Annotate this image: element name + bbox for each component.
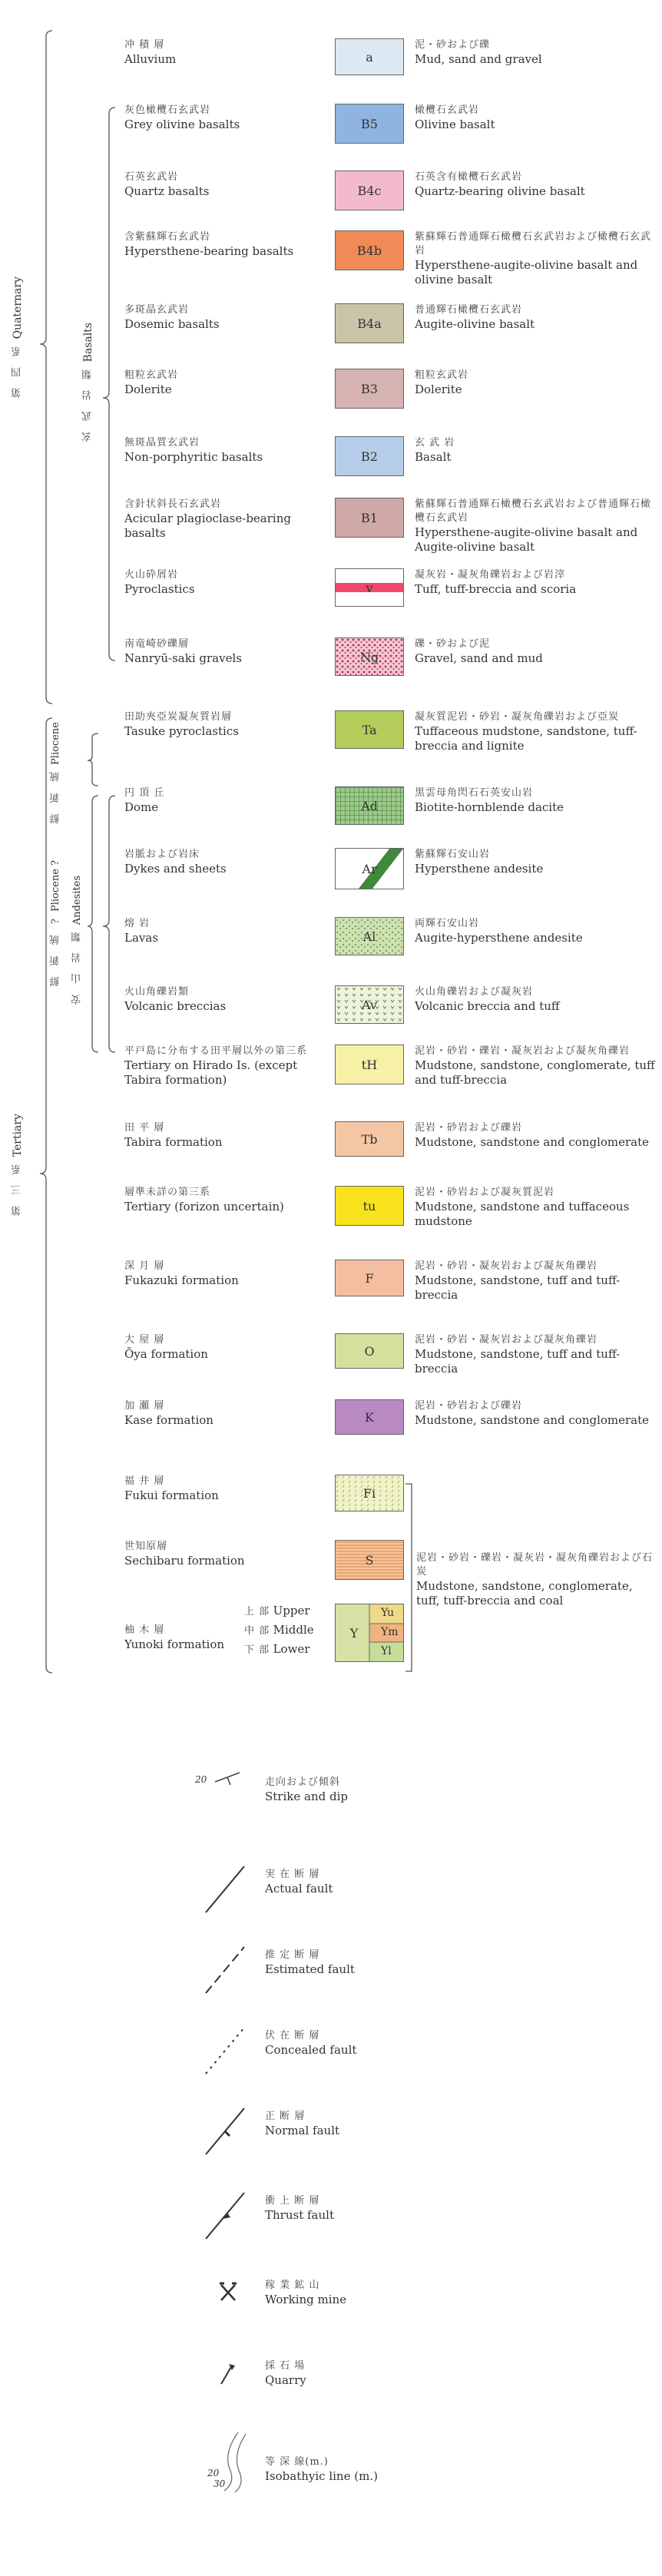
unit-name-en: Ōya formation (124, 1347, 208, 1361)
unit-name-ja: 熔 岩 (124, 918, 151, 929)
group-basalts: 玄 武 岩 類 Basalts (82, 323, 94, 442)
symbol-label: 伏 在 断 層 Concealed fault (265, 2030, 357, 2057)
symbol-label: 稼 業 鉱 山 Working mine (265, 2280, 347, 2306)
unit-swatch (335, 1540, 404, 1580)
unit-description: 泥岩・砂岩・凝灰岩および凝灰角礫岩 Mudstone, sandstone, tuff and tuff-breccia (415, 1334, 621, 1376)
unit-description: 紫蘇輝石普通輝石橄欖石玄武岩および普通輝石橄欖石玄武岩 Hypersthene-augite-olivine basalt and Augite-olivine basalt (415, 498, 652, 554)
unit-name (124, 710, 332, 739)
unit-name-ja: 火山砕屑岩 (124, 569, 179, 581)
unit-name (124, 1260, 332, 1288)
crossed-hammers-icon (184, 2270, 269, 2331)
unit-description: 粗粒玄武岩 Dolerite (415, 369, 469, 396)
unit-name-ja: 無斑晶質玄武岩 (124, 437, 200, 449)
unit-symbol: B5 (361, 116, 378, 131)
unit-swatch (335, 1121, 404, 1157)
unit-description: 凝灰岩・凝灰角礫岩および岩滓 Tuff, tuff-breccia and scoria (415, 569, 577, 596)
unit-name-en: Tasuke pyroclastics (124, 724, 239, 738)
unit-symbol: B4b (356, 243, 382, 258)
unit-name (124, 1045, 332, 1088)
unit-name-en: Acicular plagioclase-bearing basalts (124, 512, 291, 540)
unit-description: 泥岩・砂岩および凝灰質泥岩 Mudstone, sandstone and tuffaceous mudstone (415, 1187, 630, 1228)
unit-name-ja: 田助夾亞炭凝灰質岩層 (124, 711, 233, 723)
unit-name-ja: 南竜崎砂礫層 (124, 638, 190, 650)
unit-name-en: Tertiary (forizon uncertain) (124, 1200, 284, 1214)
unit-name-ja: 柚 木 層 (124, 1624, 165, 1636)
symbol-label: 実 在 断 層 Actual fault (265, 1869, 333, 1896)
unit-name-en: Fukazuki formation (124, 1273, 239, 1287)
estimated-fault-icon (184, 1939, 269, 2001)
unit-description: 普通輝石橄欖石玄武岩 Augite-olivine basalt (415, 304, 535, 331)
unit-name (124, 171, 332, 199)
unit-description: 黒雲母角閃石石英安山岩 Biotite-hornblende dacite (415, 787, 564, 814)
unit-symbol: Ar (362, 861, 377, 876)
unit-name (124, 436, 332, 465)
unit-name (124, 1121, 332, 1150)
symbol-label: 正 断 層 Normal fault (265, 2111, 340, 2137)
unit-name-en: Tertiary on Hirado Is. (except Tabira formation) (124, 1058, 298, 1087)
actual-fault-icon (184, 1859, 269, 1920)
unit-swatch (335, 568, 404, 607)
unit-description: 玄 武 岩 Basalt (415, 437, 455, 464)
unit-name-ja: 円 頂 丘 (124, 787, 165, 799)
unit-swatch (335, 38, 404, 75)
unit-name-en: Dosemic basalts (124, 317, 220, 331)
unit-swatch (335, 369, 404, 409)
unit-description: 紫蘇輝石普通輝石橄欖石玄武岩および橄欖石玄武岩 Hypersthene-augite-olivine basalt and olivine basalt (415, 231, 652, 286)
unit-symbol: B4a (357, 316, 382, 331)
unit-description: 凝灰質泥岩・砂岩・凝灰角礫岩および亞炭 Tuffaceous mudstone, sandstone, tuff-breccia and lignite (415, 711, 637, 753)
shared-description: 泥岩・砂岩・礫岩・凝灰岩・凝灰角礫岩および石炭 Mudstone, sandstone, conglomerate, tuff, tuff-breccia and coal (416, 1552, 654, 1608)
unit-symbol: tu (362, 1198, 376, 1214)
depth-value: 30 (213, 2478, 226, 2489)
unit-description: 泥岩・砂岩・礫岩・凝灰岩および凝灰角礫岩 Mudstone, sandstone, conglomerate, tuff and tuff-breccia (415, 1045, 655, 1087)
unit-name (124, 1333, 332, 1362)
unit-swatch (335, 1260, 404, 1296)
unit-description: 礫・砂および泥 Gravel, sand and mud (415, 638, 543, 665)
unit-swatch (335, 848, 404, 889)
quarry-icon (184, 2350, 269, 2412)
unit-name (124, 1399, 332, 1428)
symbol-label: 採 石 場 Quarry (265, 2360, 306, 2387)
unit-description: 泥岩・砂岩および礫岩 Mudstone, sandstone and conglomerate (415, 1400, 650, 1427)
unit-symbol: Fi (362, 1485, 376, 1501)
unit-name (124, 369, 332, 397)
symbol-label: 走向および傾斜 Strike and dip (265, 1776, 348, 1803)
yunoki-sub-label: 下 部 Lower (244, 1642, 310, 1656)
unit-name (124, 1475, 332, 1503)
unit-symbol: S (365, 1552, 374, 1568)
unit-name-ja: 含紫蘇輝石玄武岩 (124, 231, 211, 243)
unit-name-en: Yunoki formation (124, 1637, 225, 1651)
unit-name-en: Kase formation (124, 1413, 213, 1427)
group-pliocene-q: 鮮 新 統 ? Pliocene ? (50, 860, 61, 987)
unit-name-ja: 福 井 層 (124, 1475, 165, 1487)
unit-name (124, 848, 332, 876)
unit-name-en: Fukui formation (124, 1488, 219, 1502)
unit-description: 紫蘇輝石安山岩 Hypersthene andesite (415, 849, 544, 876)
unit-name-ja: 田 平 層 (124, 1122, 165, 1134)
concealed-fault-icon (184, 2020, 269, 2081)
unit-name-ja: 灰色橄欖石玄武岩 (124, 104, 211, 116)
unit-symbol: B3 (361, 381, 378, 396)
unit-symbol: F (365, 1270, 374, 1286)
group-pliocene: 鮮 新 統 Pliocene (50, 722, 61, 824)
unit-name-ja: 世知原層 (124, 1541, 168, 1552)
unit-name-en: Grey olivine basalts (124, 118, 240, 131)
unit-name-en: Tabira formation (124, 1135, 223, 1149)
unit-symbol: a (366, 49, 373, 65)
unit-name-ja: 層準未詳の第三系 (124, 1187, 211, 1198)
unit-swatch (335, 1045, 404, 1084)
isobath-icon (184, 2431, 269, 2492)
unit-name (124, 104, 332, 132)
unit-swatch (335, 104, 404, 144)
unit-symbol: O (364, 1343, 375, 1359)
unit-swatch (335, 1475, 404, 1511)
unit-name (124, 38, 332, 67)
unit-name (124, 917, 332, 945)
group-andesites: 安 山 岩 類 Andesites (71, 876, 83, 1005)
unit-name-ja: 石英玄武岩 (124, 171, 179, 183)
unit-description: 石英含有橄欖石玄武岩 Quartz-bearing olivine basalt (415, 171, 585, 198)
unit-name-en: Alluvium (124, 52, 177, 66)
unit-symbol: Ng (359, 649, 379, 664)
unit-name-en: Hypersthene-bearing basalts (124, 244, 294, 258)
unit-name-en: Volcanic breccias (124, 999, 227, 1013)
unit-name-en: Non-porphyritic basalts (124, 450, 263, 464)
unit-name-en: Nanryū-saki gravels (124, 651, 242, 665)
unit-name-ja: 火山角礫岩類 (124, 986, 190, 998)
unit-symbol: B1 (361, 510, 378, 525)
unit-swatch (335, 436, 404, 476)
unit-symbol: B2 (361, 449, 378, 464)
unit-symbol: Ad (361, 798, 378, 813)
symbol-label: 推 定 断 層 Estimated fault (265, 1949, 355, 1976)
yunoki-sub-label: 中 部 Middle (244, 1623, 314, 1637)
unit-name-ja: 加 瀬 層 (124, 1400, 165, 1412)
unit-symbol: B4c (357, 183, 382, 198)
unit-name-en: Dolerite (124, 382, 172, 396)
unit-name-ja: 多斑晶玄武岩 (124, 304, 190, 316)
group-tertiary: 第 三 系 Tertiary (12, 1114, 24, 1216)
unit-description: 橄欖石玄武岩 Olivine basalt (415, 104, 495, 131)
unit-name-en: Dykes and sheets (124, 862, 227, 876)
symbol-label: 衝 上 断 層 Thrust fault (265, 2195, 334, 2222)
unit-name (124, 498, 332, 541)
unit-swatch (335, 786, 404, 825)
unit-swatch (335, 637, 404, 676)
unit-name (124, 1186, 332, 1214)
unit-name-ja: 大 屋 層 (124, 1334, 165, 1346)
unit-swatch (335, 985, 404, 1024)
thrust-fault-icon (184, 2185, 269, 2247)
unit-symbol: K (365, 1409, 374, 1425)
unit-symbol: Tb (361, 1131, 378, 1147)
unit-swatch (335, 710, 404, 749)
unit-swatch (335, 1333, 404, 1369)
unit-symbol: Al (362, 929, 376, 944)
unit-name-ja: 岩脈および岩床 (124, 849, 200, 860)
unit-name-en: Dome (124, 800, 159, 814)
unit-name (124, 1540, 332, 1568)
unit-description: 泥・砂および礫 Mud, sand and gravel (415, 39, 542, 66)
unit-description: 泥岩・砂岩・凝灰岩および凝灰角礫岩 Mudstone, sandstone, tuff and tuff-breccia (415, 1260, 621, 1302)
unit-name-ja: 冲 積 層 (124, 39, 165, 51)
unit-name (124, 230, 332, 259)
unit-name (124, 637, 332, 666)
yunoki-sub-symbol: Yu (381, 1607, 395, 1619)
unit-name-ja: 深 月 層 (124, 1260, 165, 1272)
unit-name (124, 568, 332, 597)
unit-name-en: Quartz basalts (124, 184, 210, 198)
unit-name-ja: 含針状斜長石玄武岩 (124, 498, 222, 510)
unit-name-en: Pyroclastics (124, 582, 195, 596)
unit-name-ja: 粗粒玄武岩 (124, 369, 179, 381)
unit-name-ja: 平戸島に分布する田平層以外の第三系 (124, 1045, 308, 1057)
unit-name-en: Sechibaru formation (124, 1554, 245, 1568)
unit-swatch (335, 498, 404, 538)
unit-symbol: v (366, 580, 373, 595)
unit-symbol: Y (349, 1625, 359, 1641)
dip-value: 20 (195, 1774, 207, 1785)
group-quaternary: 第 四 系 Quaternary (12, 276, 24, 399)
unit-name-en: Lavas (124, 931, 159, 945)
unit-swatch (335, 1399, 404, 1435)
unit-swatch (335, 303, 404, 343)
yunoki-sub-label: 上 部 Upper (244, 1604, 310, 1617)
unit-name (124, 985, 332, 1014)
unit-description: 泥岩・砂岩および礫岩 Mudstone, sandstone and conglomerate (415, 1122, 650, 1149)
unit-symbol: Av (362, 997, 377, 1012)
unit-description: 火山角礫岩および凝灰岩 Volcanic breccia and tuff (415, 986, 560, 1013)
unit-name (124, 786, 332, 815)
unit-name (124, 303, 332, 332)
yunoki-sub-symbol: Yl (381, 1645, 392, 1657)
depth-value: 20 (207, 2468, 220, 2478)
normal-fault-icon (184, 2101, 269, 2162)
yunoki-sub-symbol: Ym (381, 1626, 399, 1638)
unit-symbol: tH (361, 1057, 378, 1072)
unit-swatch (335, 171, 404, 210)
unit-swatch (335, 1186, 404, 1226)
unit-swatch (335, 230, 404, 270)
unit-symbol: Ta (362, 722, 377, 737)
unit-description: 両輝石安山岩 Augite-hypersthene andesite (415, 918, 583, 945)
symbol-label: 等 深 線(m.) Isobathyic line (m.) (265, 2456, 378, 2483)
unit-swatch (335, 917, 404, 955)
